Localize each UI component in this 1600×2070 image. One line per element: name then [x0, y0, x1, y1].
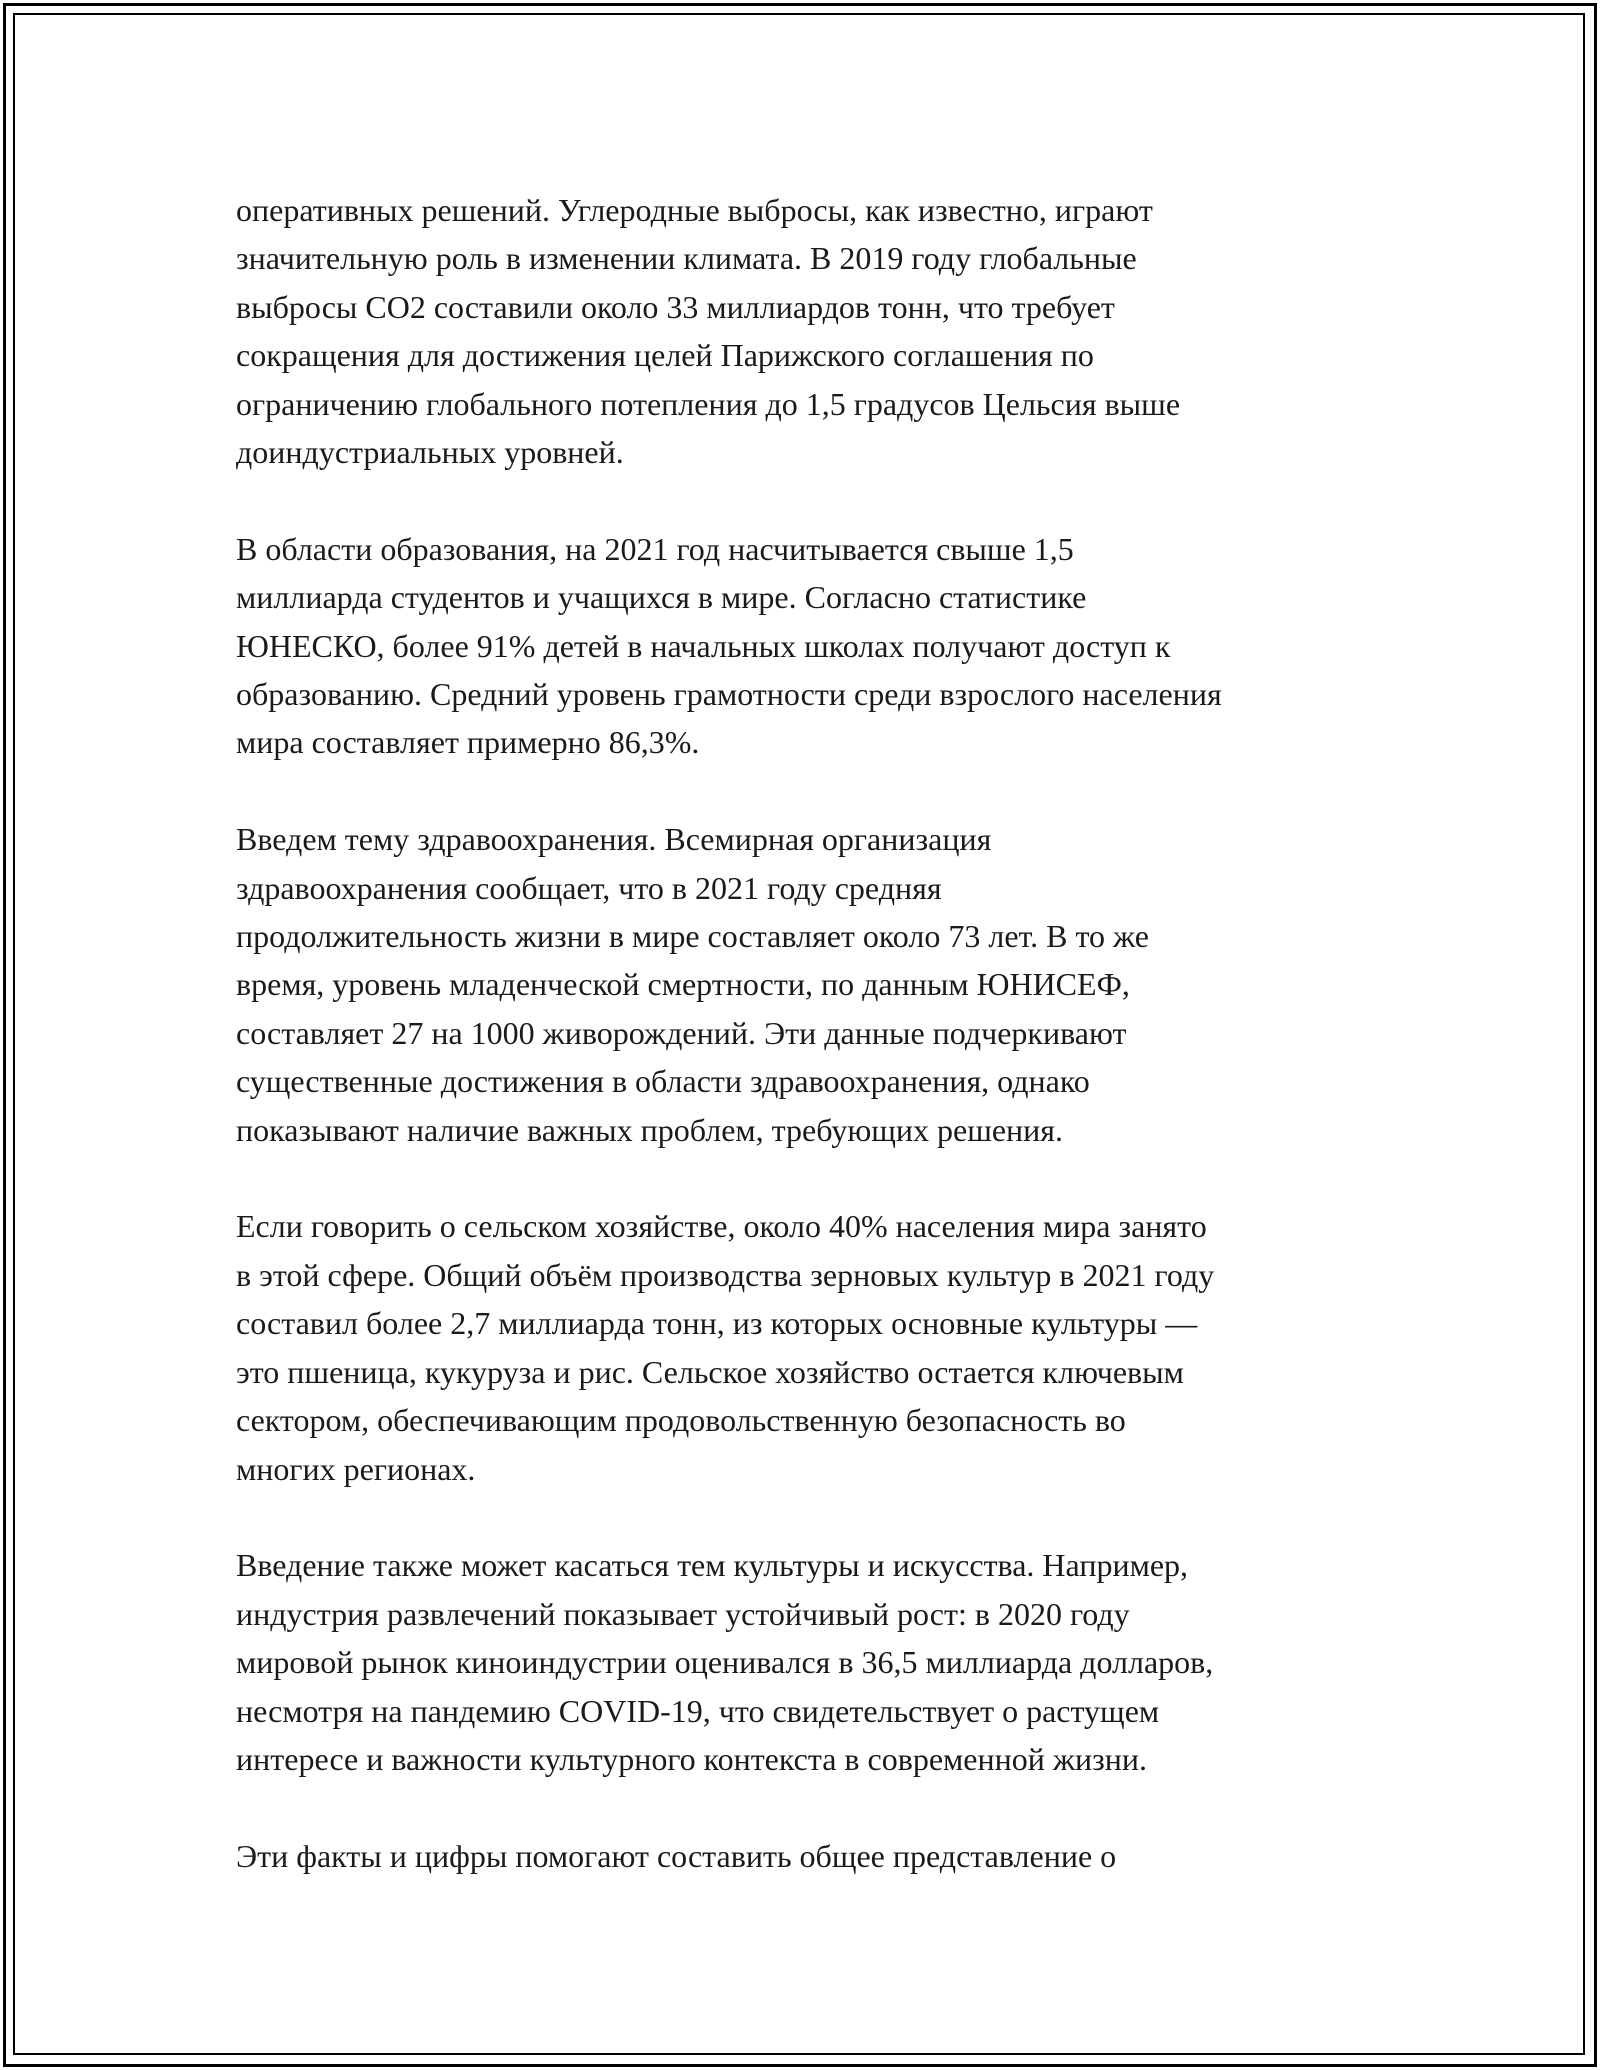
paragraph-education	[236, 525, 1386, 767]
text-line: продолжительность жизни в мире составляет около 73 лет. В то же	[236, 918, 1149, 955]
text-line: интересе и важности культурного контекста в современной жизни.	[236, 1740, 1147, 1777]
text-line: Эти факты и цифры помогают составить общее представление о	[236, 1837, 1117, 1874]
text-line: Введем тему здравоохранения. Всемирная организация	[236, 821, 992, 858]
text-line: существенные достижения в области здравоохранения, однако	[236, 1063, 1090, 1100]
text-line: доиндустриальных уровней.	[236, 434, 624, 471]
text-line: значительную роль в изменении климата. В 2019 году глобальные	[236, 240, 1137, 277]
text-line: мировой рынок киноиндустрии оценивался в 36,5 миллиарда долларов,	[236, 1644, 1214, 1681]
text-line: В области образования, на 2021 год насчитывается свыше 1,5	[236, 530, 1074, 567]
text-line: индустрия развлечений показывает устойчивый рост: в 2020 году	[236, 1595, 1130, 1632]
text-line: сокращения для достижения целей Парижского соглашения по	[236, 337, 1094, 374]
text-line: мира составляет примерно 86,3%.	[236, 724, 700, 761]
paragraph-healthcare	[236, 815, 1386, 1154]
text-line: Если говорить о сельском хозяйстве, около 40% населения мира занято	[236, 1208, 1207, 1245]
text-line: здравоохранения сообщает, что в 2021 году средняя	[236, 869, 942, 906]
text-line: ограничению глобального потепления до 1,5 градусов Цельсия выше	[236, 385, 1181, 422]
text-line: составляет 27 на 1000 живорождений. Эти данные подчеркивают	[236, 1014, 1127, 1051]
text-line: выбросы CO2 составили около 33 миллиардов тонн, что требует	[236, 288, 1115, 325]
document-body	[236, 186, 1386, 1929]
text-line: образованию. Средний уровень грамотности среди взрослого населения	[236, 676, 1222, 713]
text-line: составил более 2,7 миллиарда тонн, из которых основные культуры —	[236, 1305, 1198, 1342]
paragraph-climate	[236, 186, 1386, 476]
text-line: сектором, обеспечивающим продовольственную безопасность во	[236, 1402, 1126, 1439]
paragraph-conclusion	[236, 1832, 1386, 1880]
text-line: оперативных решений. Углеродные выбросы, как известно, играют	[236, 192, 1153, 228]
paragraph-culture	[236, 1541, 1386, 1783]
text-line: миллиарда студентов и учащихся в мире. Согласно статистике	[236, 579, 1087, 616]
text-line: многих регионах.	[236, 1450, 476, 1487]
text-line: время, уровень младенческой смертности, по данным ЮНИСЕФ,	[236, 966, 1130, 1003]
text-line: в этой сфере. Общий объём производства зерновых культур в 2021 году	[236, 1256, 1215, 1293]
text-line: несмотря на пандемию COVID-19, что свидетельствует о растущем	[236, 1692, 1160, 1729]
paragraph-agriculture	[236, 1202, 1386, 1492]
text-line: показывают наличие важных проблем, требующих решения.	[236, 1111, 1063, 1148]
text-line: это пшеница, кукуруза и рис. Сельское хозяйство остается ключевым	[236, 1353, 1184, 1390]
text-line: ЮНЕСКО, более 91% детей в начальных школах получают доступ к	[236, 627, 1171, 664]
text-line: Введение также может касаться тем культуры и искусства. Например,	[236, 1547, 1189, 1584]
